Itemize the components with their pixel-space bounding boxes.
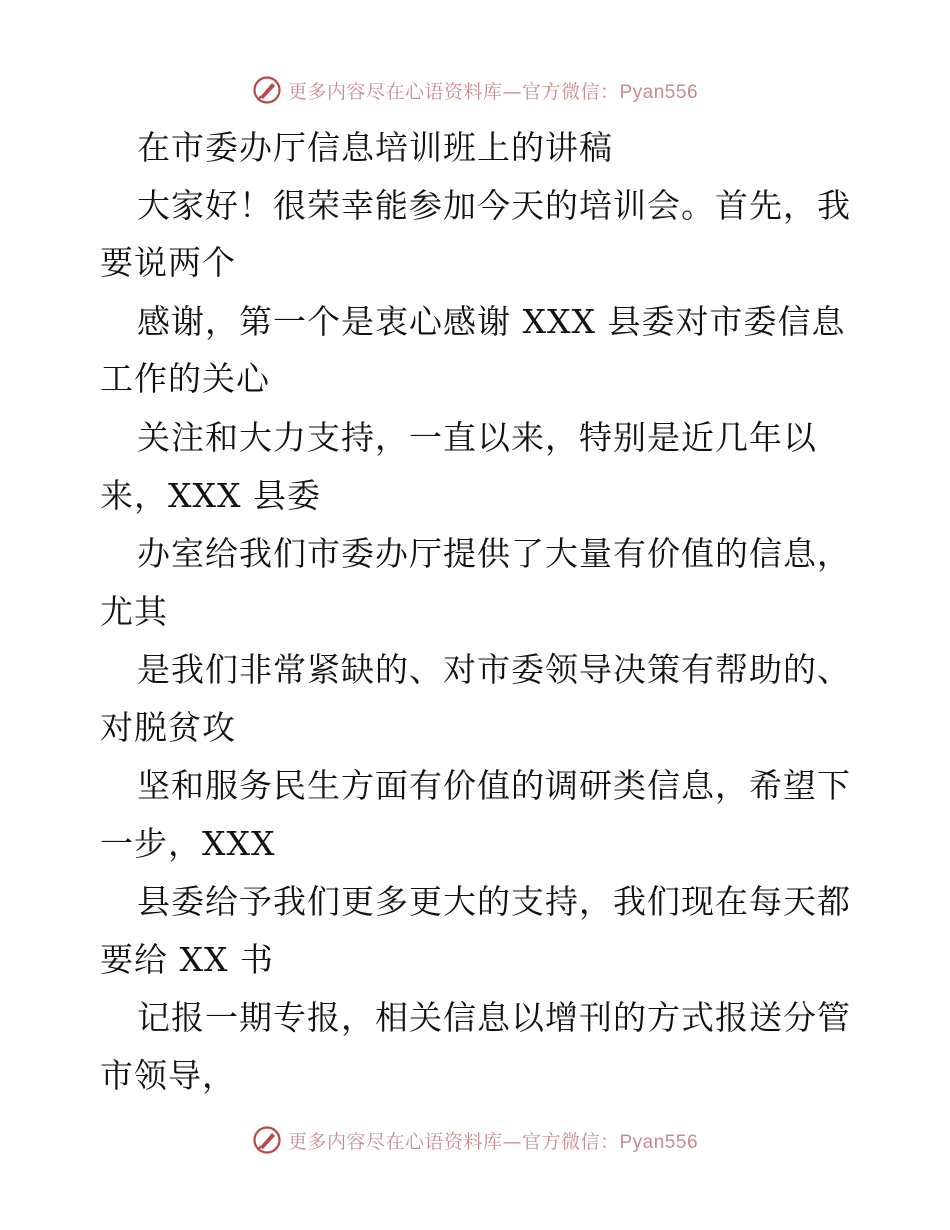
paragraph-line: 要说两个 — [100, 243, 236, 282]
paragraph-line: 关注和大力支持，一直以来，特别是近几年以 — [137, 418, 817, 457]
quill-pen-logo-icon — [252, 1125, 282, 1155]
paragraph-line: 一步，XXX — [100, 824, 276, 863]
watermark-label: 官方微信： — [521, 1130, 620, 1153]
paragraph-line: 来，XXX 县委 — [100, 476, 321, 515]
paragraph-line: 县委给予我们更多更大的支持，我们现在每天都 — [137, 882, 851, 921]
paragraph-line: 记报一期专报，相关信息以增刊的方式报送分管 — [137, 998, 851, 1037]
paragraph-line: 办室给我们市委办厅提供了大量有价值的信息， — [137, 534, 851, 573]
watermark-handle: Pyan556 — [619, 81, 699, 103]
paragraph-line: 是我们非常紧缺的、对市委领导决策有帮助的、 — [137, 650, 851, 689]
paragraph-line: 坚和服务民生方面有价值的调研类信息，希望下 — [137, 766, 851, 805]
paragraph-line: 要给 XX 书 — [100, 940, 274, 979]
watermark-site-name: 更多内容尽在心语资料库 — [287, 80, 503, 103]
paragraph-line: 感谢，第一个是衷心感谢 XXX 县委对市委信息 — [137, 302, 846, 341]
watermark-handle: Pyan556 — [619, 1131, 699, 1153]
watermark-site-name: 更多内容尽在心语资料库 — [287, 1130, 503, 1153]
paragraph-line: 大家好！很荣幸能参加今天的培训会。首先，我 — [137, 186, 851, 225]
footer-watermark-banner — [0, 1120, 950, 1160]
watermark-separator: — — [502, 1130, 522, 1153]
paragraph-line: 尤其 — [100, 592, 168, 631]
paragraph-line: 市领导， — [100, 1056, 236, 1095]
watermark-separator: — — [502, 80, 522, 103]
watermark-label: 官方微信： — [521, 80, 620, 103]
paragraph-line: 对脱贫攻 — [100, 708, 236, 747]
watermark-text — [288, 1127, 698, 1154]
paragraph-line: 工作的关心 — [100, 359, 270, 398]
document-title: 在市委办厅信息培训班上的讲稿 — [137, 128, 613, 167]
